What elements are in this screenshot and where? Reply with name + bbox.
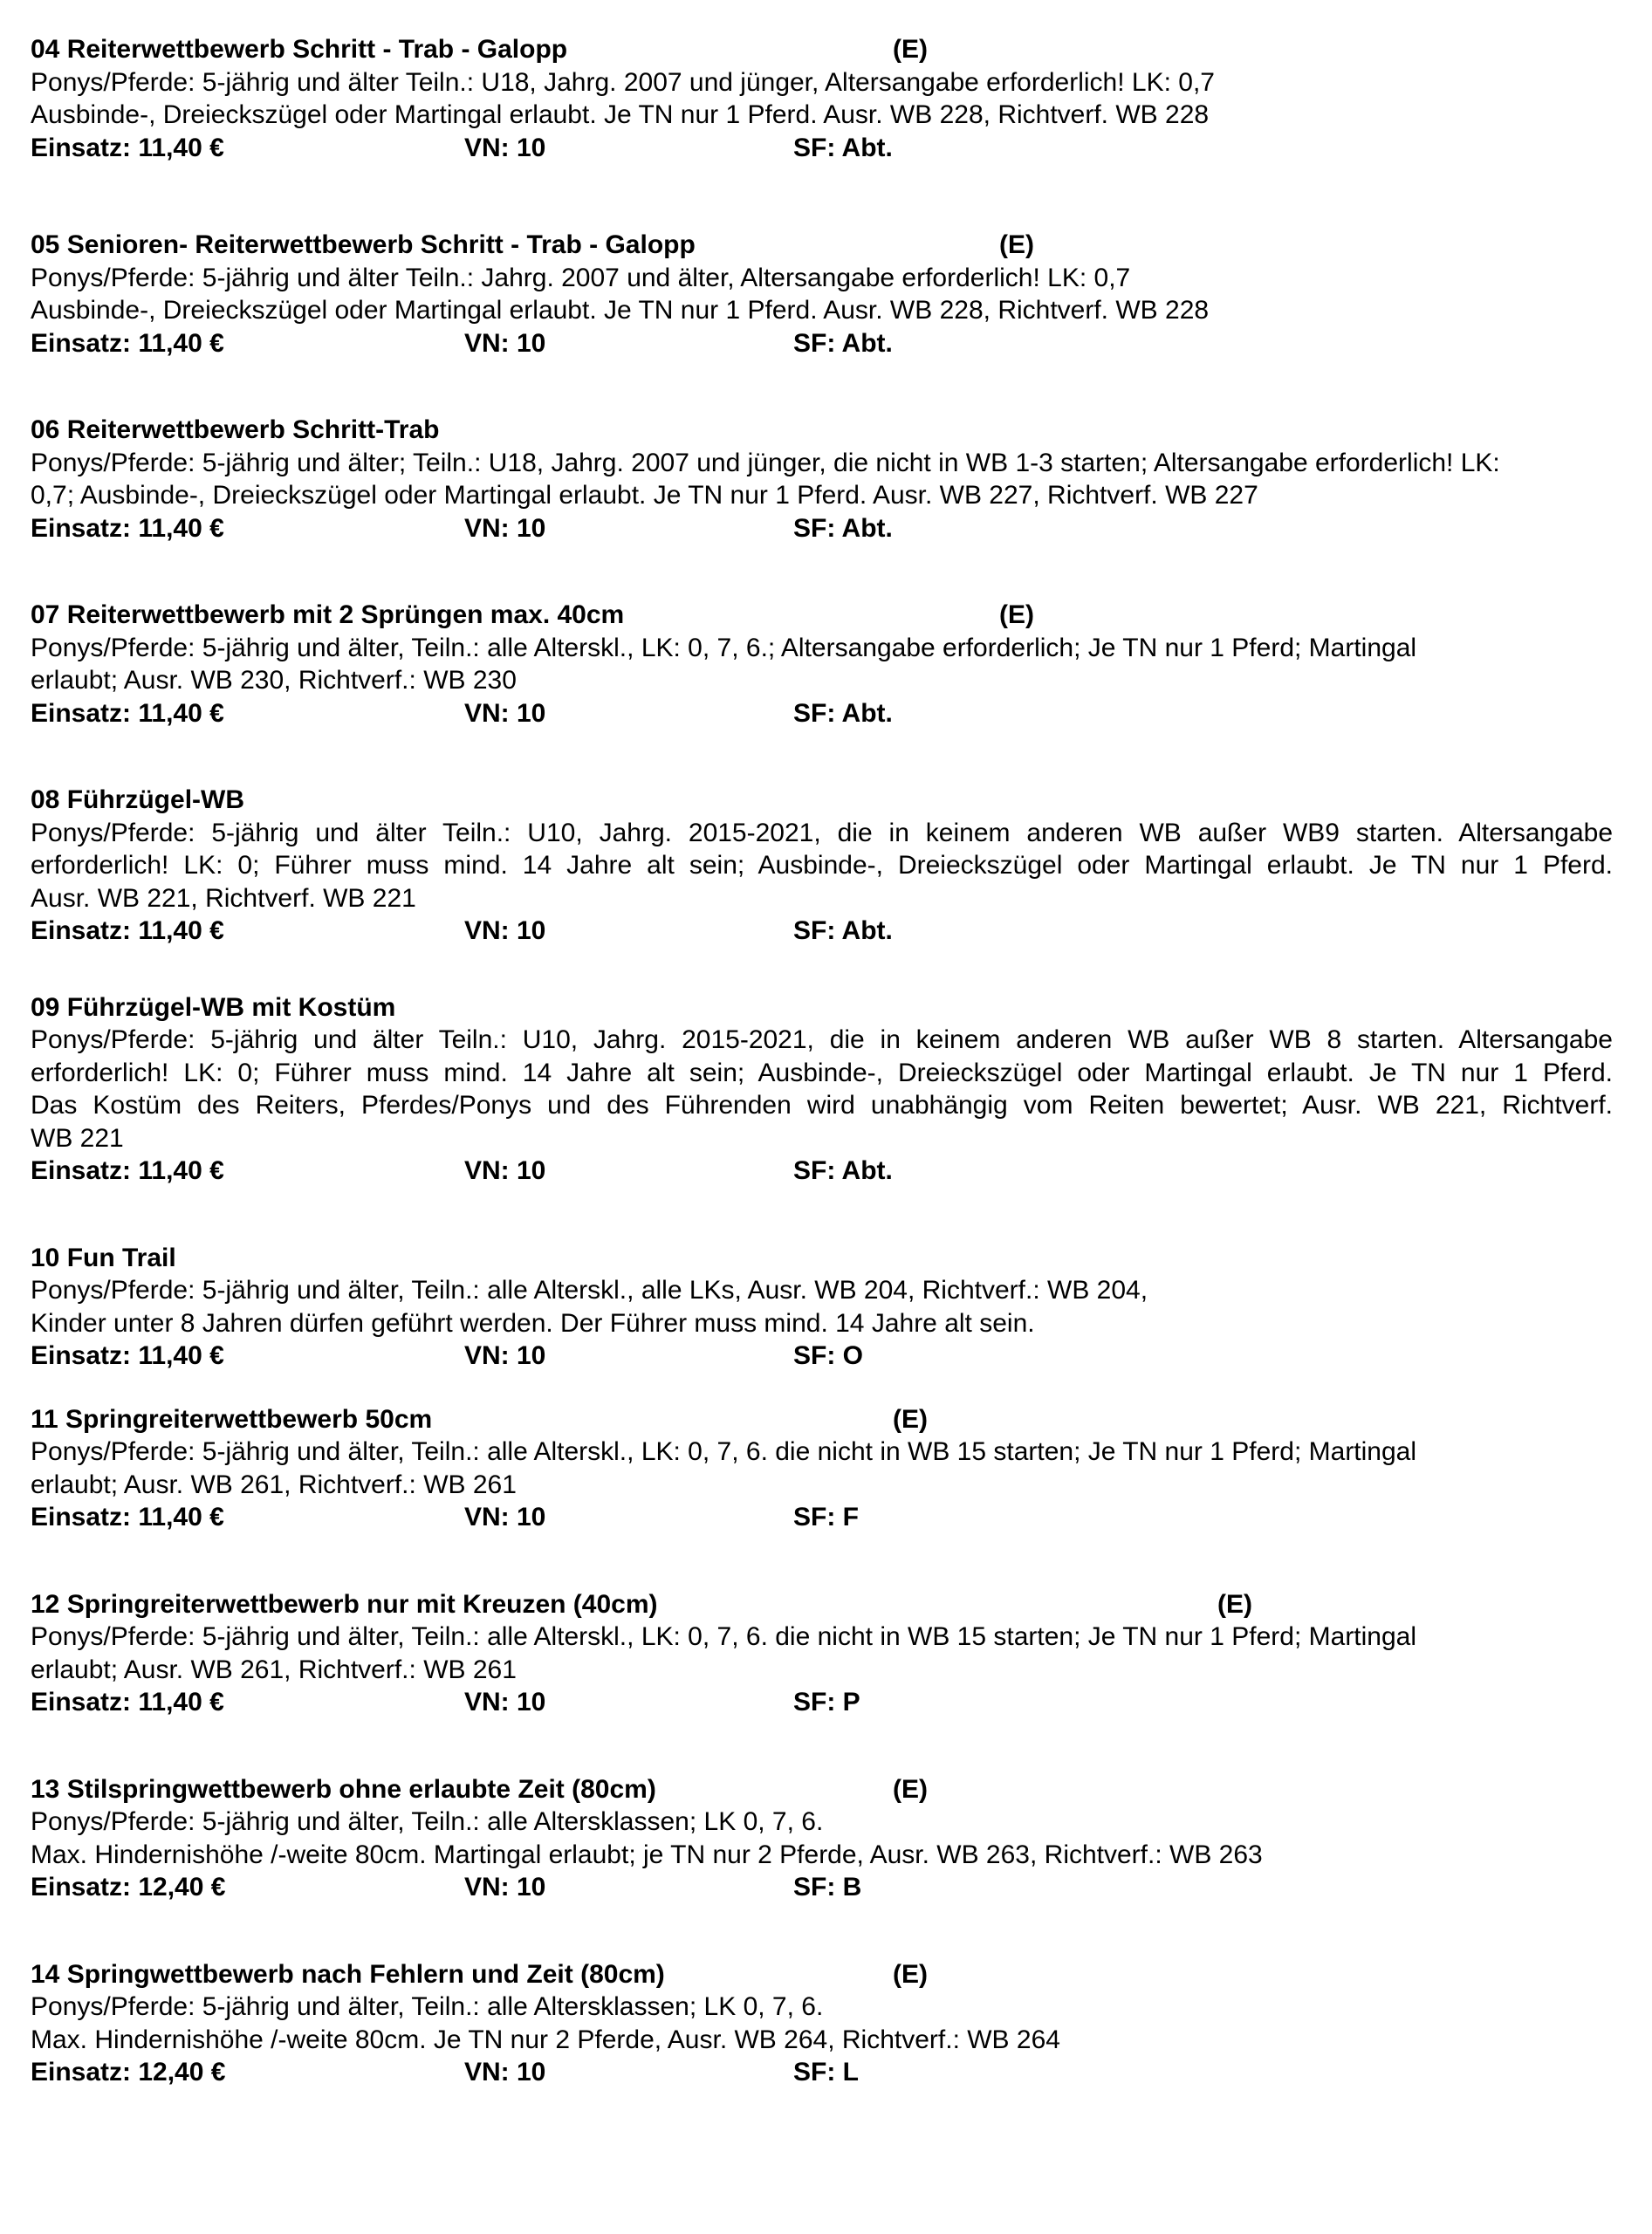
competition-title: 09 Führzügel-WB mit Kostüm: [31, 992, 396, 1022]
vn-value: VN: 10: [464, 513, 546, 543]
competition-section: [31, 1773, 1613, 1904]
description-line: Ponys/Pferde: 5-jährig und älter, Teiln.: alle Alterskl., LK: 0, 7, 6. die nicht in WB 15 starten; Je TN nur 1 Pferd; Martingal: [31, 1622, 1417, 1651]
competition-description: [31, 1991, 1613, 2056]
competition-description: [31, 447, 1613, 512]
sf-value: SF: Abt.: [793, 133, 893, 162]
competition-section: [31, 229, 1613, 360]
sf-value: SF: B: [793, 1873, 862, 1902]
fee-line: [31, 512, 1613, 545]
description-line: Ausbinde-, Dreieckszügel oder Martingal erlaubt. Je TN nur 1 Pferd. Ausr. WB 228, Richtverf. WB 228: [31, 100, 1210, 129]
competition-section: [31, 1242, 1613, 1373]
description-line: Das Kostüm des Reiters, Pferdes/Ponys und des Führenden wird unabhängig vom Reiten bewertet; Ausr. WB 221, Richtverf.: [31, 1091, 1613, 1120]
competition-title-line: [31, 1958, 1613, 1991]
competition-title: 12 Springreiterwettbewerb nur mit Kreuzen (40cm): [31, 1589, 658, 1619]
description-line: Ponys/Pferde: 5-jährig und älter, Teiln.: alle Altersklassen; LK 0, 7, 6.: [31, 1807, 824, 1836]
einsatz-value: Einsatz: 11,40 €: [31, 513, 224, 543]
description-line: Ponys/Pferde: 5-jährig und älter; Teiln.: U18, Jahrg. 2007 und jünger, die nicht in WB 1-3 starten; Altersangabe erforderlich! LK:: [31, 448, 1500, 477]
einsatz-value: Einsatz: 11,40 €: [31, 1156, 224, 1185]
e-marker: (E): [999, 600, 1034, 629]
competition-title: 14 Springwettbewerb nach Fehlern und Zeit (80cm): [31, 1959, 665, 1989]
competition-title-line: [31, 784, 1613, 817]
competition-list: [31, 33, 1613, 2089]
competition-section: [31, 991, 1613, 1188]
competition-title-line: [31, 1403, 1613, 1436]
competition-title: 08 Führzügel-WB: [31, 785, 244, 814]
einsatz-value: Einsatz: 11,40 €: [31, 916, 224, 945]
description-line: erlaubt; Ausr. WB 230, Richtverf.: WB 230: [31, 666, 517, 695]
sf-value: SF: Abt.: [793, 513, 893, 543]
e-marker: (E): [893, 35, 928, 64]
description-line: WB 221: [31, 1123, 124, 1153]
competition-title: 05 Senioren- Reiterwettbewerb Schritt - Trab - Galopp: [31, 230, 696, 259]
vn-value: VN: 10: [464, 1873, 546, 1902]
e-marker: (E): [999, 230, 1034, 259]
description-line: Max. Hindernishöhe /-weite 80cm. Je TN nur 2 Pferde, Ausr. WB 264, Richtverf.: WB 264: [31, 2025, 1060, 2054]
competition-title-line: [31, 229, 1613, 262]
description-line: Ponys/Pferde: 5-jährig und älter, Teiln.: alle Alterskl., LK: 0, 7, 6.; Altersangabe erforderlich; Je TN nur 1 Pferd; Martingal: [31, 633, 1417, 662]
fee-line: [31, 1155, 1613, 1188]
description-line: Ponys/Pferde: 5-jährig und älter Teiln.: Jahrg. 2007 und älter, Altersangabe erforderlich! LK: 0,7: [31, 263, 1131, 292]
einsatz-value: Einsatz: 11,40 €: [31, 1688, 224, 1717]
e-marker: (E): [893, 1404, 928, 1434]
fee-line: [31, 132, 1613, 165]
description-line: Ponys/Pferde: 5-jährig und älter Teiln.: U10, Jahrg. 2015-2021, die in keinem anderen WB außer WB 8 starten. Altersangabe: [31, 1025, 1613, 1054]
competition-title-line: [31, 599, 1613, 632]
sf-value: SF: Abt.: [793, 1156, 893, 1185]
competition-section: [31, 1403, 1613, 1534]
description-line: Ausr. WB 221, Richtverf. WB 221: [31, 883, 416, 913]
description-line: Ponys/Pferde: 5-jährig und älter, Teiln.: alle Altersklassen; LK 0, 7, 6.: [31, 1992, 824, 2021]
competition-title: 04 Reiterwettbewerb Schritt - Trab - Galopp: [31, 35, 568, 64]
fee-line: [31, 1340, 1613, 1373]
competition-title-line: [31, 1242, 1613, 1275]
competition-description: [31, 262, 1613, 327]
competition-description: [31, 1806, 1613, 1871]
competition-description: [31, 66, 1613, 132]
description-line: erlaubt; Ausr. WB 261, Richtverf.: WB 261: [31, 1470, 517, 1499]
competition-title-line: [31, 1588, 1613, 1621]
einsatz-value: Einsatz: 11,40 €: [31, 1341, 224, 1370]
competition-section: [31, 784, 1613, 948]
competition-description: [31, 817, 1613, 915]
fee-line: [31, 697, 1613, 730]
fee-line: [31, 1686, 1613, 1719]
competition-description: [31, 1024, 1613, 1155]
einsatz-value: Einsatz: 11,40 €: [31, 133, 224, 162]
fee-line: [31, 1501, 1613, 1534]
description-line: erforderlich! LK: 0; Führer muss mind. 14 Jahre alt sein; Ausbinde-, Dreieckszügel oder Martingal erlaubt. Je TN nur 1 Pferd.: [31, 1058, 1613, 1087]
description-line: Ponys/Pferde: 5-jährig und älter, Teiln.: alle Alterskl., LK: 0, 7, 6. die nicht in WB 15 starten; Je TN nur 1 Pferd; Martingal: [31, 1437, 1417, 1466]
description-line: Ponys/Pferde: 5-jährig und älter Teiln.: U10, Jahrg. 2015-2021, die in keinem anderen WB außer WB9 starten. Altersangabe: [31, 818, 1613, 847]
competition-section: [31, 414, 1613, 545]
competition-title-line: [31, 991, 1613, 1024]
description-line: Ausbinde-, Dreieckszügel oder Martingal erlaubt. Je TN nur 1 Pferd. Ausr. WB 228, Richtverf. WB 228: [31, 296, 1210, 325]
vn-value: VN: 10: [464, 698, 546, 728]
description-line: erlaubt; Ausr. WB 261, Richtverf.: WB 261: [31, 1655, 517, 1684]
vn-value: VN: 10: [464, 916, 546, 945]
fee-line: [31, 915, 1613, 948]
einsatz-value: Einsatz: 11,40 €: [31, 698, 224, 728]
e-marker: (E): [1217, 1589, 1252, 1619]
competition-section: [31, 1958, 1613, 2089]
description-line: erforderlich! LK: 0; Führer muss mind. 14 Jahre alt sein; Ausbinde-, Dreieckszügel oder Martingal erlaubt. Je TN nur 1 Pferd.: [31, 851, 1613, 880]
competition-title: 10 Fun Trail: [31, 1243, 176, 1272]
competition-section: [31, 33, 1613, 164]
competition-title: 11 Springreiterwettbewerb 50cm: [31, 1404, 433, 1434]
einsatz-value: Einsatz: 12,40 €: [31, 2058, 226, 2087]
sf-value: SF: Abt.: [793, 916, 893, 945]
einsatz-value: Einsatz: 11,40 €: [31, 328, 224, 358]
e-marker: (E): [893, 1959, 928, 1989]
competition-title: 13 Stilspringwettbewerb ohne erlaubte Zeit (80cm): [31, 1774, 656, 1804]
sf-value: SF: L: [793, 2058, 859, 2087]
competition-title-line: [31, 1773, 1613, 1806]
description-line: Ponys/Pferde: 5-jährig und älter Teiln.: U18, Jahrg. 2007 und jünger, Altersangabe erforderlich! LK: 0,7: [31, 67, 1215, 97]
competition-description: [31, 632, 1613, 697]
competition-title: 07 Reiterwettbewerb mit 2 Sprüngen max. 40cm: [31, 600, 625, 629]
sf-value: SF: F: [793, 1503, 859, 1532]
einsatz-value: Einsatz: 12,40 €: [31, 1873, 226, 1902]
competition-title-line: [31, 33, 1613, 66]
competition-section: [31, 599, 1613, 730]
competition-description: [31, 1436, 1613, 1501]
e-marker: (E): [893, 1774, 928, 1804]
vn-value: VN: 10: [464, 1156, 546, 1185]
description-line: 0,7; Ausbinde-, Dreieckszügel oder Martingal erlaubt. Je TN nur 1 Pferd. Ausr. WB 227, Richtverf. WB 227: [31, 481, 1258, 510]
description-line: Ponys/Pferde: 5-jährig und älter, Teiln.: alle Alterskl., alle LKs, Ausr. WB 204, Richtverf.: WB 204,: [31, 1276, 1148, 1305]
vn-value: VN: 10: [464, 133, 546, 162]
vn-value: VN: 10: [464, 2058, 546, 2087]
sf-value: SF: Abt.: [793, 328, 893, 358]
vn-value: VN: 10: [464, 1688, 546, 1717]
vn-value: VN: 10: [464, 1503, 546, 1532]
description-line: Max. Hindernishöhe /-weite 80cm. Martingal erlaubt; je TN nur 2 Pferde, Ausr. WB 263, Richtverf.: WB 263: [31, 1840, 1263, 1869]
vn-value: VN: 10: [464, 1341, 546, 1370]
sf-value: SF: Abt.: [793, 698, 893, 728]
description-line: Kinder unter 8 Jahren dürfen geführt werden. Der Führer muss mind. 14 Jahre alt sein.: [31, 1308, 1035, 1338]
competition-title-line: [31, 414, 1613, 447]
competition-description: [31, 1621, 1613, 1686]
vn-value: VN: 10: [464, 328, 546, 358]
fee-line: [31, 327, 1613, 360]
competition-description: [31, 1274, 1613, 1340]
sf-value: SF: O: [793, 1341, 863, 1370]
competition-title: 06 Reiterwettbewerb Schritt-Trab: [31, 415, 440, 444]
fee-line: [31, 2056, 1613, 2089]
sf-value: SF: P: [793, 1688, 860, 1717]
fee-line: [31, 1871, 1613, 1904]
competition-section: [31, 1588, 1613, 1719]
einsatz-value: Einsatz: 11,40 €: [31, 1503, 224, 1532]
